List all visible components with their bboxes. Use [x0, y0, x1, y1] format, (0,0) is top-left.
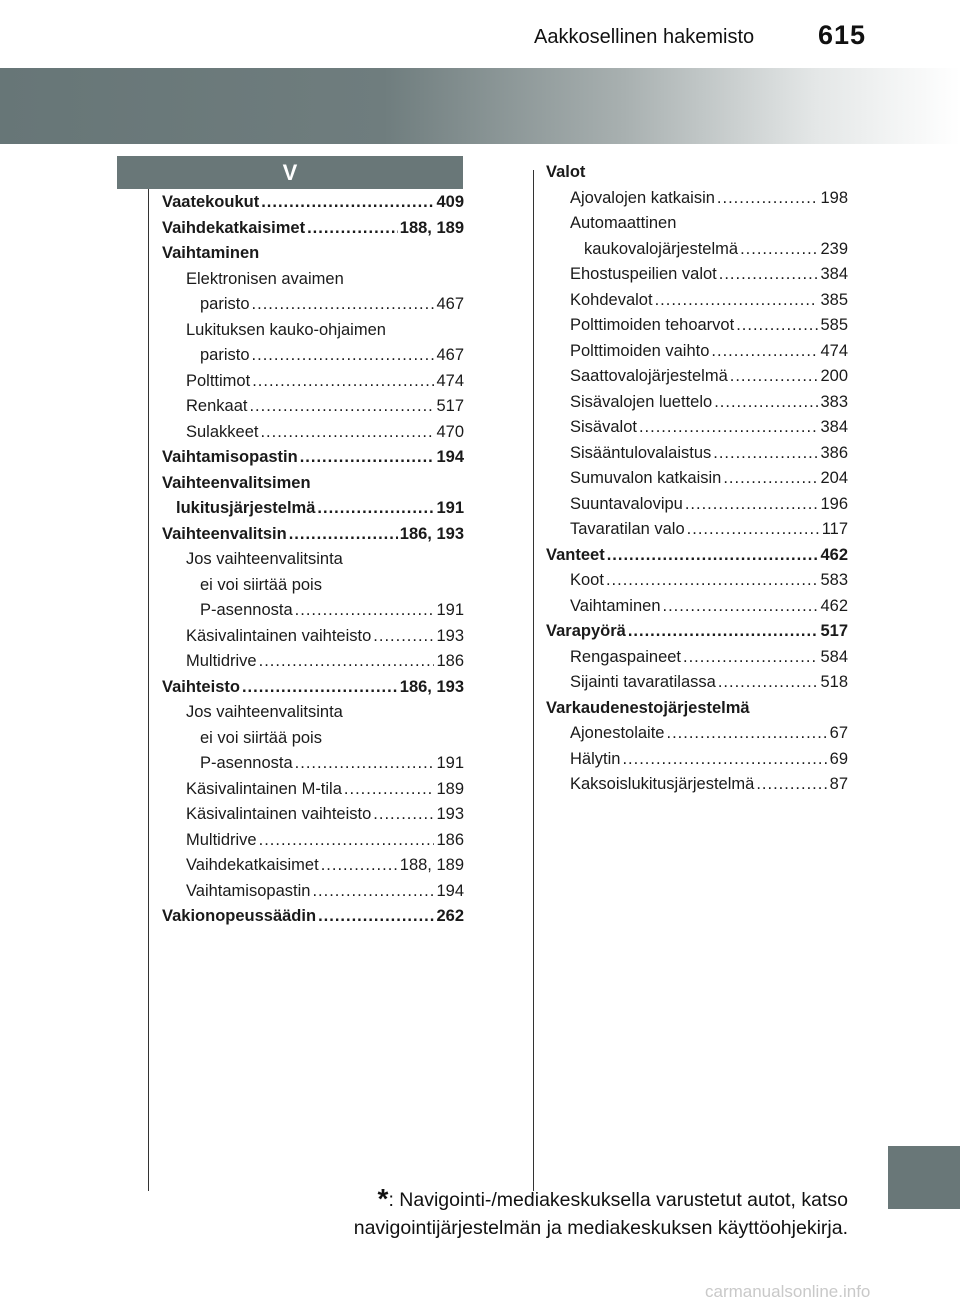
dot-leader	[719, 262, 819, 288]
index-entry	[162, 522, 464, 548]
dot-leader	[260, 420, 434, 446]
index-entry	[162, 828, 464, 854]
index-entry-term: Multidrive	[186, 830, 257, 849]
index-entry-page: 200	[820, 367, 848, 385]
index-entry	[162, 318, 464, 344]
dot-leader	[717, 186, 819, 212]
index-entry-page: 198	[820, 188, 848, 207]
dot-leader	[259, 828, 435, 854]
index-entry-page: 462	[820, 596, 848, 615]
index-entry-page: 517	[436, 397, 464, 415]
index-entry-page: 194	[436, 448, 464, 466]
index-entry-term: Rengaspaineet	[570, 647, 682, 666]
dot-leader	[655, 288, 819, 314]
index-entry	[546, 772, 848, 798]
index-entry-page: 384	[820, 265, 848, 283]
index-entry-page: 193	[436, 805, 464, 823]
index-entry-term: Varapyörä	[546, 622, 626, 640]
dot-leader	[373, 802, 434, 828]
index-entry-term: Jos vaihteenvalitsinta	[186, 550, 343, 568]
index-entry-term: Multidrive	[186, 652, 257, 670]
index-entry-term: Hälytin	[570, 749, 621, 768]
index-entry-term: ei voi siirtää pois	[200, 575, 322, 594]
index-entry-page: 191	[436, 754, 464, 772]
dot-leader	[606, 568, 819, 594]
column-divider-middle	[533, 170, 534, 1191]
dot-leader	[663, 594, 819, 620]
index-entry-page: 462	[820, 545, 848, 564]
dot-leader	[252, 369, 434, 395]
page-number: 615	[818, 20, 867, 50]
index-entry-term: Vakionopeussäädin	[162, 907, 317, 925]
index-entry-term: Lukituksen kauko-ohjaimen	[186, 320, 386, 339]
index-entry-term: Vaihtamisopastin	[162, 448, 298, 466]
dot-leader	[295, 751, 435, 777]
index-entry	[162, 802, 464, 828]
index-entry	[162, 420, 464, 446]
index-entry	[162, 496, 464, 522]
footnote-line-1: : Navigointi-/mediakeskuksella varustetut autot, katso	[388, 1189, 848, 1211]
index-entry	[162, 649, 464, 675]
index-entry-term: Elektronisen avaimen	[186, 269, 344, 288]
index-entry	[162, 598, 464, 624]
index-entry	[162, 394, 464, 420]
index-entry-page: 585	[820, 316, 848, 334]
dot-leader	[730, 364, 819, 390]
watermark-text: carmanualsonline.info	[705, 1282, 871, 1301]
index-entry	[162, 777, 464, 803]
index-entry	[546, 160, 848, 186]
index-entry	[546, 211, 848, 237]
dot-leader	[242, 675, 398, 701]
index-entry-page: 69	[829, 749, 848, 768]
index-entry-page: 467	[436, 295, 464, 313]
dot-leader	[321, 853, 398, 879]
index-entry	[546, 747, 848, 773]
index-entry-term: Vaihtaminen	[162, 244, 260, 262]
index-entry-term: Sisävalot	[570, 418, 637, 436]
index-entry-term: P-asennosta	[200, 754, 293, 772]
index-entry-page: 186	[436, 652, 464, 670]
dot-leader	[639, 415, 819, 441]
dot-leader	[318, 904, 434, 930]
index-entry-term: Polttimot	[186, 371, 251, 390]
footnote-asterisk: *	[377, 1183, 389, 1214]
index-entry-page: 384	[820, 418, 848, 436]
dot-leader	[666, 721, 827, 747]
index-entry-term: paristo	[200, 295, 250, 313]
dot-leader	[628, 619, 819, 645]
index-entry-page: 383	[820, 392, 848, 411]
dot-leader	[607, 543, 819, 569]
index-entry-page: 87	[829, 775, 848, 793]
index-entry-page: 518	[820, 673, 848, 691]
dot-leader	[344, 777, 435, 803]
index-entry-term: Vaihdekatkaisimet	[162, 218, 306, 237]
index-entry-page: 117	[821, 520, 848, 538]
dot-leader	[259, 649, 435, 675]
index-entry-term: Automaattinen	[570, 214, 677, 232]
index-entry	[162, 471, 464, 497]
index-entry-term: Ajovalojen katkaisin	[570, 188, 715, 207]
index-entry-term: Käsivalintainen vaihteisto	[186, 626, 372, 645]
index-entry-term: Polttimoiden tehoarvot	[570, 316, 735, 334]
index-entry-page: 474	[820, 341, 848, 360]
index-entry	[162, 369, 464, 395]
index-entry-term: Jos vaihteenvalitsinta	[186, 703, 343, 721]
index-entry	[162, 343, 464, 369]
header-banner	[0, 68, 960, 144]
dot-leader	[711, 339, 818, 365]
index-entry-page: 194	[436, 881, 464, 900]
index-entry-term: Koot	[570, 571, 604, 589]
index-entry	[546, 237, 848, 263]
index-entry	[546, 186, 848, 212]
index-entry	[162, 904, 464, 930]
index-entry-page: 470	[436, 422, 464, 441]
dot-leader	[685, 492, 819, 518]
index-entry-term: Ajonestolaite	[570, 724, 665, 742]
dot-leader	[622, 747, 827, 773]
index-entry-term: lukitusjärjestelmä	[176, 499, 316, 517]
index-entry-page: 186, 193	[399, 677, 464, 696]
index-entry	[546, 645, 848, 671]
index-entry	[162, 853, 464, 879]
dot-leader	[317, 496, 434, 522]
index-entry-page: 386	[820, 443, 848, 462]
index-entry	[162, 292, 464, 318]
index-entry	[162, 547, 464, 573]
index-entry-term: Sulakkeet	[186, 422, 259, 441]
index-entry-term: Vanteet	[546, 545, 605, 564]
index-entry	[162, 726, 464, 752]
index-entry-page: 385	[820, 290, 848, 309]
index-entry	[162, 700, 464, 726]
dot-leader	[252, 343, 435, 369]
index-entry	[546, 390, 848, 416]
index-column-left	[162, 190, 464, 930]
index-entry-term: Kaksoislukitusjärjestelmä	[570, 775, 755, 793]
index-entry-term: paristo	[200, 346, 250, 364]
index-entry-term: Suuntavalovipu	[570, 494, 683, 513]
index-entry-page: 583	[820, 571, 848, 589]
footnote	[354, 1185, 848, 1242]
dot-leader	[300, 445, 435, 471]
index-entry	[546, 288, 848, 314]
index-entry-page: 239	[820, 239, 848, 258]
index-entry-term: Vaihtamisopastin	[186, 881, 311, 900]
index-entry	[546, 415, 848, 441]
index-entry-term: Sisääntulovalaistus	[570, 443, 712, 462]
index-entry	[546, 364, 848, 390]
index-entry-term: Käsivalintainen vaihteisto	[186, 805, 372, 823]
index-entry-page: 191	[436, 601, 464, 619]
index-entry	[546, 339, 848, 365]
dot-leader	[683, 645, 818, 671]
index-entry-term: Polttimoiden vaihto	[570, 341, 710, 360]
footnote-line-2: navigointijärjestelmän ja mediakeskuksen käyttöohjekirja.	[353, 1217, 848, 1239]
index-entry-page: 409	[436, 193, 464, 211]
index-entry-term: Renkaat	[186, 397, 248, 415]
index-entry	[162, 445, 464, 471]
index-entry	[546, 594, 848, 620]
index-entry	[546, 619, 848, 645]
dot-leader	[736, 313, 818, 339]
index-entry	[546, 262, 848, 288]
index-entry-page: 474	[436, 371, 464, 390]
dot-leader	[718, 670, 819, 696]
index-entry-term: kaukovalojärjestelmä	[584, 239, 739, 258]
index-entry-page: 189	[436, 779, 464, 798]
section-letter-heading: V	[117, 156, 463, 189]
dot-leader	[713, 441, 818, 467]
index-entry-page: 188, 189	[399, 856, 464, 874]
index-entry	[546, 568, 848, 594]
index-entry-term: Sumuvalon katkaisin	[570, 469, 722, 487]
dot-leader	[295, 598, 435, 624]
index-entry	[162, 216, 464, 242]
index-entry	[162, 241, 464, 267]
index-entry-term: P-asennosta	[200, 601, 293, 619]
index-entry-page: 67	[829, 724, 848, 742]
index-entry	[162, 675, 464, 701]
column-divider-left	[148, 189, 149, 1191]
dot-leader	[687, 517, 820, 543]
index-entry	[546, 492, 848, 518]
dot-leader	[373, 624, 434, 650]
index-entry	[162, 879, 464, 905]
index-entry-page: 262	[436, 907, 464, 925]
dot-leader	[307, 216, 398, 242]
index-entry-page: 191	[436, 499, 464, 517]
index-entry-page: 196	[820, 494, 848, 513]
index-entry-term: Tavaratilan valo	[570, 520, 685, 538]
index-entry-term: Kohdevalot	[570, 290, 653, 309]
index-entry-term: Vaihteisto	[162, 677, 240, 696]
index-entry	[546, 543, 848, 569]
index-entry-term: Ehostuspeilien valot	[570, 265, 717, 283]
index-entry-term: Käsivalintainen M-tila	[186, 779, 342, 798]
index-entry-term: Vaihteenvalitsimen	[162, 473, 311, 492]
index-entry	[546, 721, 848, 747]
index-entry-term: Vaihtaminen	[570, 596, 661, 615]
index-entry-page: 517	[820, 622, 848, 640]
index-entry-term: Vaihdekatkaisimet	[186, 856, 319, 874]
index-entry-term: Valot	[546, 163, 586, 181]
index-entry-page: 467	[436, 346, 464, 364]
index-entry-page: 204	[820, 469, 848, 487]
index-entry	[162, 573, 464, 599]
index-entry-term: ei voi siirtää pois	[200, 728, 322, 747]
index-entry	[546, 517, 848, 543]
index-entry-term: Sisävalojen luettelo	[570, 392, 713, 411]
index-entry	[162, 267, 464, 293]
dot-leader	[740, 237, 818, 263]
index-entry	[546, 466, 848, 492]
index-entry-page: 186, 193	[399, 524, 464, 543]
index-entry	[546, 313, 848, 339]
index-entry-page: 193	[436, 626, 464, 645]
index-column-right	[546, 160, 848, 798]
dot-leader	[714, 390, 818, 416]
dot-leader	[312, 879, 434, 905]
dot-leader	[261, 190, 434, 216]
index-entry-term: Saattovalojärjestelmä	[570, 367, 728, 385]
index-entry	[162, 624, 464, 650]
index-entry-page: 188, 189	[399, 218, 464, 237]
index-entry	[162, 751, 464, 777]
index-entry-page: 584	[820, 647, 848, 666]
index-entry-term: Vaihteenvalitsin	[162, 524, 287, 543]
index-entry	[162, 190, 464, 216]
index-side-tab	[888, 1146, 960, 1209]
dot-leader	[252, 292, 435, 318]
running-header-title: Aakkosellinen hakemisto	[534, 26, 755, 48]
index-entry	[546, 670, 848, 696]
index-entry-term: Varkaudenestojärjestelmä	[546, 698, 750, 717]
index-entry	[546, 441, 848, 467]
dot-leader	[249, 394, 434, 420]
dot-leader	[289, 522, 398, 548]
index-entry-term: Sijainti tavaratilassa	[570, 673, 716, 691]
index-entry-term: Vaatekoukut	[162, 193, 260, 211]
index-entry	[546, 696, 848, 722]
index-entry-page: 186	[436, 830, 464, 849]
dot-leader	[756, 772, 827, 798]
dot-leader	[723, 466, 818, 492]
